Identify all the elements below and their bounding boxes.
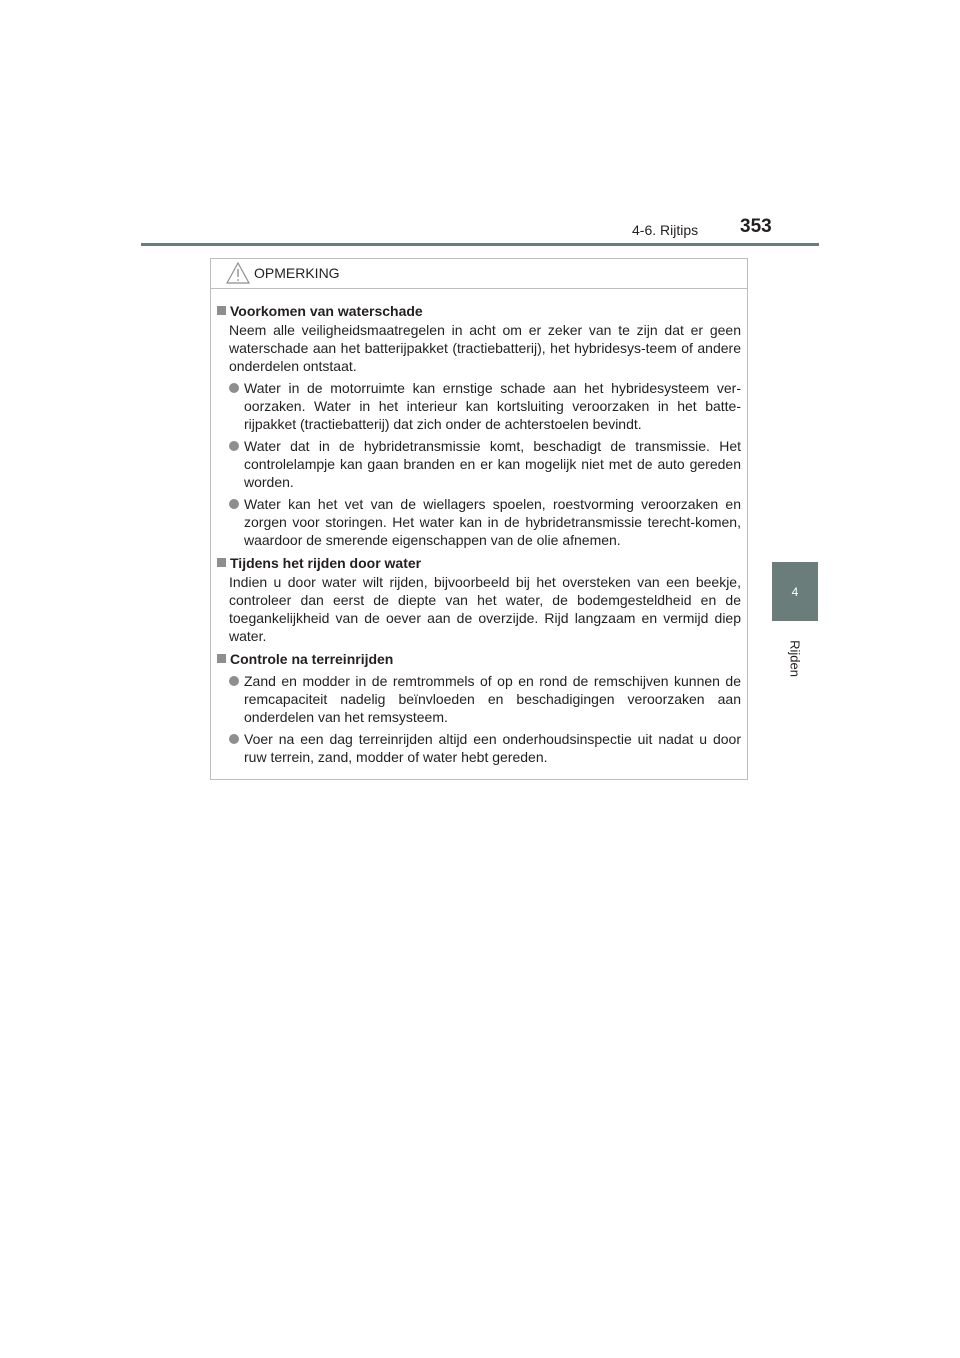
- circle-bullet-icon: [229, 441, 239, 451]
- list-item-text: Zand en modder in de remtrommels of op en rond de remschijven kunnen de remcapaciteit nadelig beïnvloeden en beschadigingen veroorzaken aan onderdelen van het remsysteem.: [244, 673, 741, 725]
- section-heading: [216, 650, 741, 668]
- warning-triangle-icon: [226, 262, 250, 284]
- section-title: 4-6. Rijtips: [632, 222, 699, 238]
- section-heading-text: Voorkomen van waterschade: [230, 303, 423, 319]
- chapter-number: 4: [791, 584, 799, 599]
- circle-bullet-icon: [229, 499, 239, 509]
- list-item-text: Voer na een dag terreinrijden altijd een onderhoudsinspectie uit nadat u door ruw terrein, zand, modder of water hebt gereden.: [244, 731, 741, 765]
- header-rule: [141, 243, 819, 246]
- chapter-tab: [772, 562, 818, 621]
- list-item-text: Water in de motorruimte kan ernstige schade aan het hybridesysteem ver-oorzaken. Water in het interieur kan kortsluiting veroorzaken in het batte-rijpakket (tractiebatterij) dat zich onder de achterstoelen bevindt.: [244, 380, 741, 432]
- section-heading-text: Tijdens het rijden door water: [230, 555, 422, 571]
- list-item-text: Water kan het vet van de wiellagers spoelen, roestvorming veroorzaken en zorgen voor storingen. Het water kan in de hybridetransmissie terecht-komen, waardoor de smerende eigenschappen van de olie afnemen.: [244, 496, 741, 548]
- list-item: [216, 730, 741, 766]
- circle-bullet-icon: [229, 734, 239, 744]
- note-section: [216, 554, 741, 645]
- section-paragraph: Neem alle veiligheidsmaatregelen in acht om er zeker van te zijn dat er geen waterschade aan het batterijpakket (tractiebatterij), het hybridesys-teem of andere onderdelen ontstaat.: [229, 322, 741, 374]
- circle-bullet-icon: [229, 676, 239, 686]
- chapter-label: Rijden: [787, 640, 803, 677]
- section-paragraph: Indien u door water wilt rijden, bijvoorbeeld bij het oversteken van een beekje, controleer dan eerst de diepte van het water, de bodemgesteldheid en de toegankelijkheid van de oever aan de overzijde. Rijd langzaam en vermijd diep water.: [229, 574, 741, 644]
- list-item: [216, 495, 741, 549]
- list-item: [216, 379, 741, 433]
- list-item-text: Water dat in de hybridetransmissie komt, beschadigt de transmissie. Het controlelampje kan gaan branden en er kan mogelijk niet met de auto gereden worden.: [244, 438, 741, 490]
- note-box: [210, 258, 748, 780]
- section-heading: [216, 554, 741, 572]
- list-item: [216, 437, 741, 491]
- note-section: [216, 302, 741, 549]
- note-section: [216, 650, 741, 766]
- list-item: [216, 672, 741, 726]
- section-heading: [216, 302, 741, 320]
- note-header: [211, 259, 747, 289]
- square-bullet-icon: [217, 558, 226, 567]
- section-heading-text: Controle na terreinrijden: [230, 651, 394, 667]
- note-title: OPMERKING: [254, 265, 340, 281]
- page-number: 353: [740, 216, 772, 237]
- square-bullet-icon: [217, 654, 226, 663]
- note-content: [211, 289, 747, 766]
- circle-bullet-icon: [229, 383, 239, 393]
- square-bullet-icon: [217, 306, 226, 315]
